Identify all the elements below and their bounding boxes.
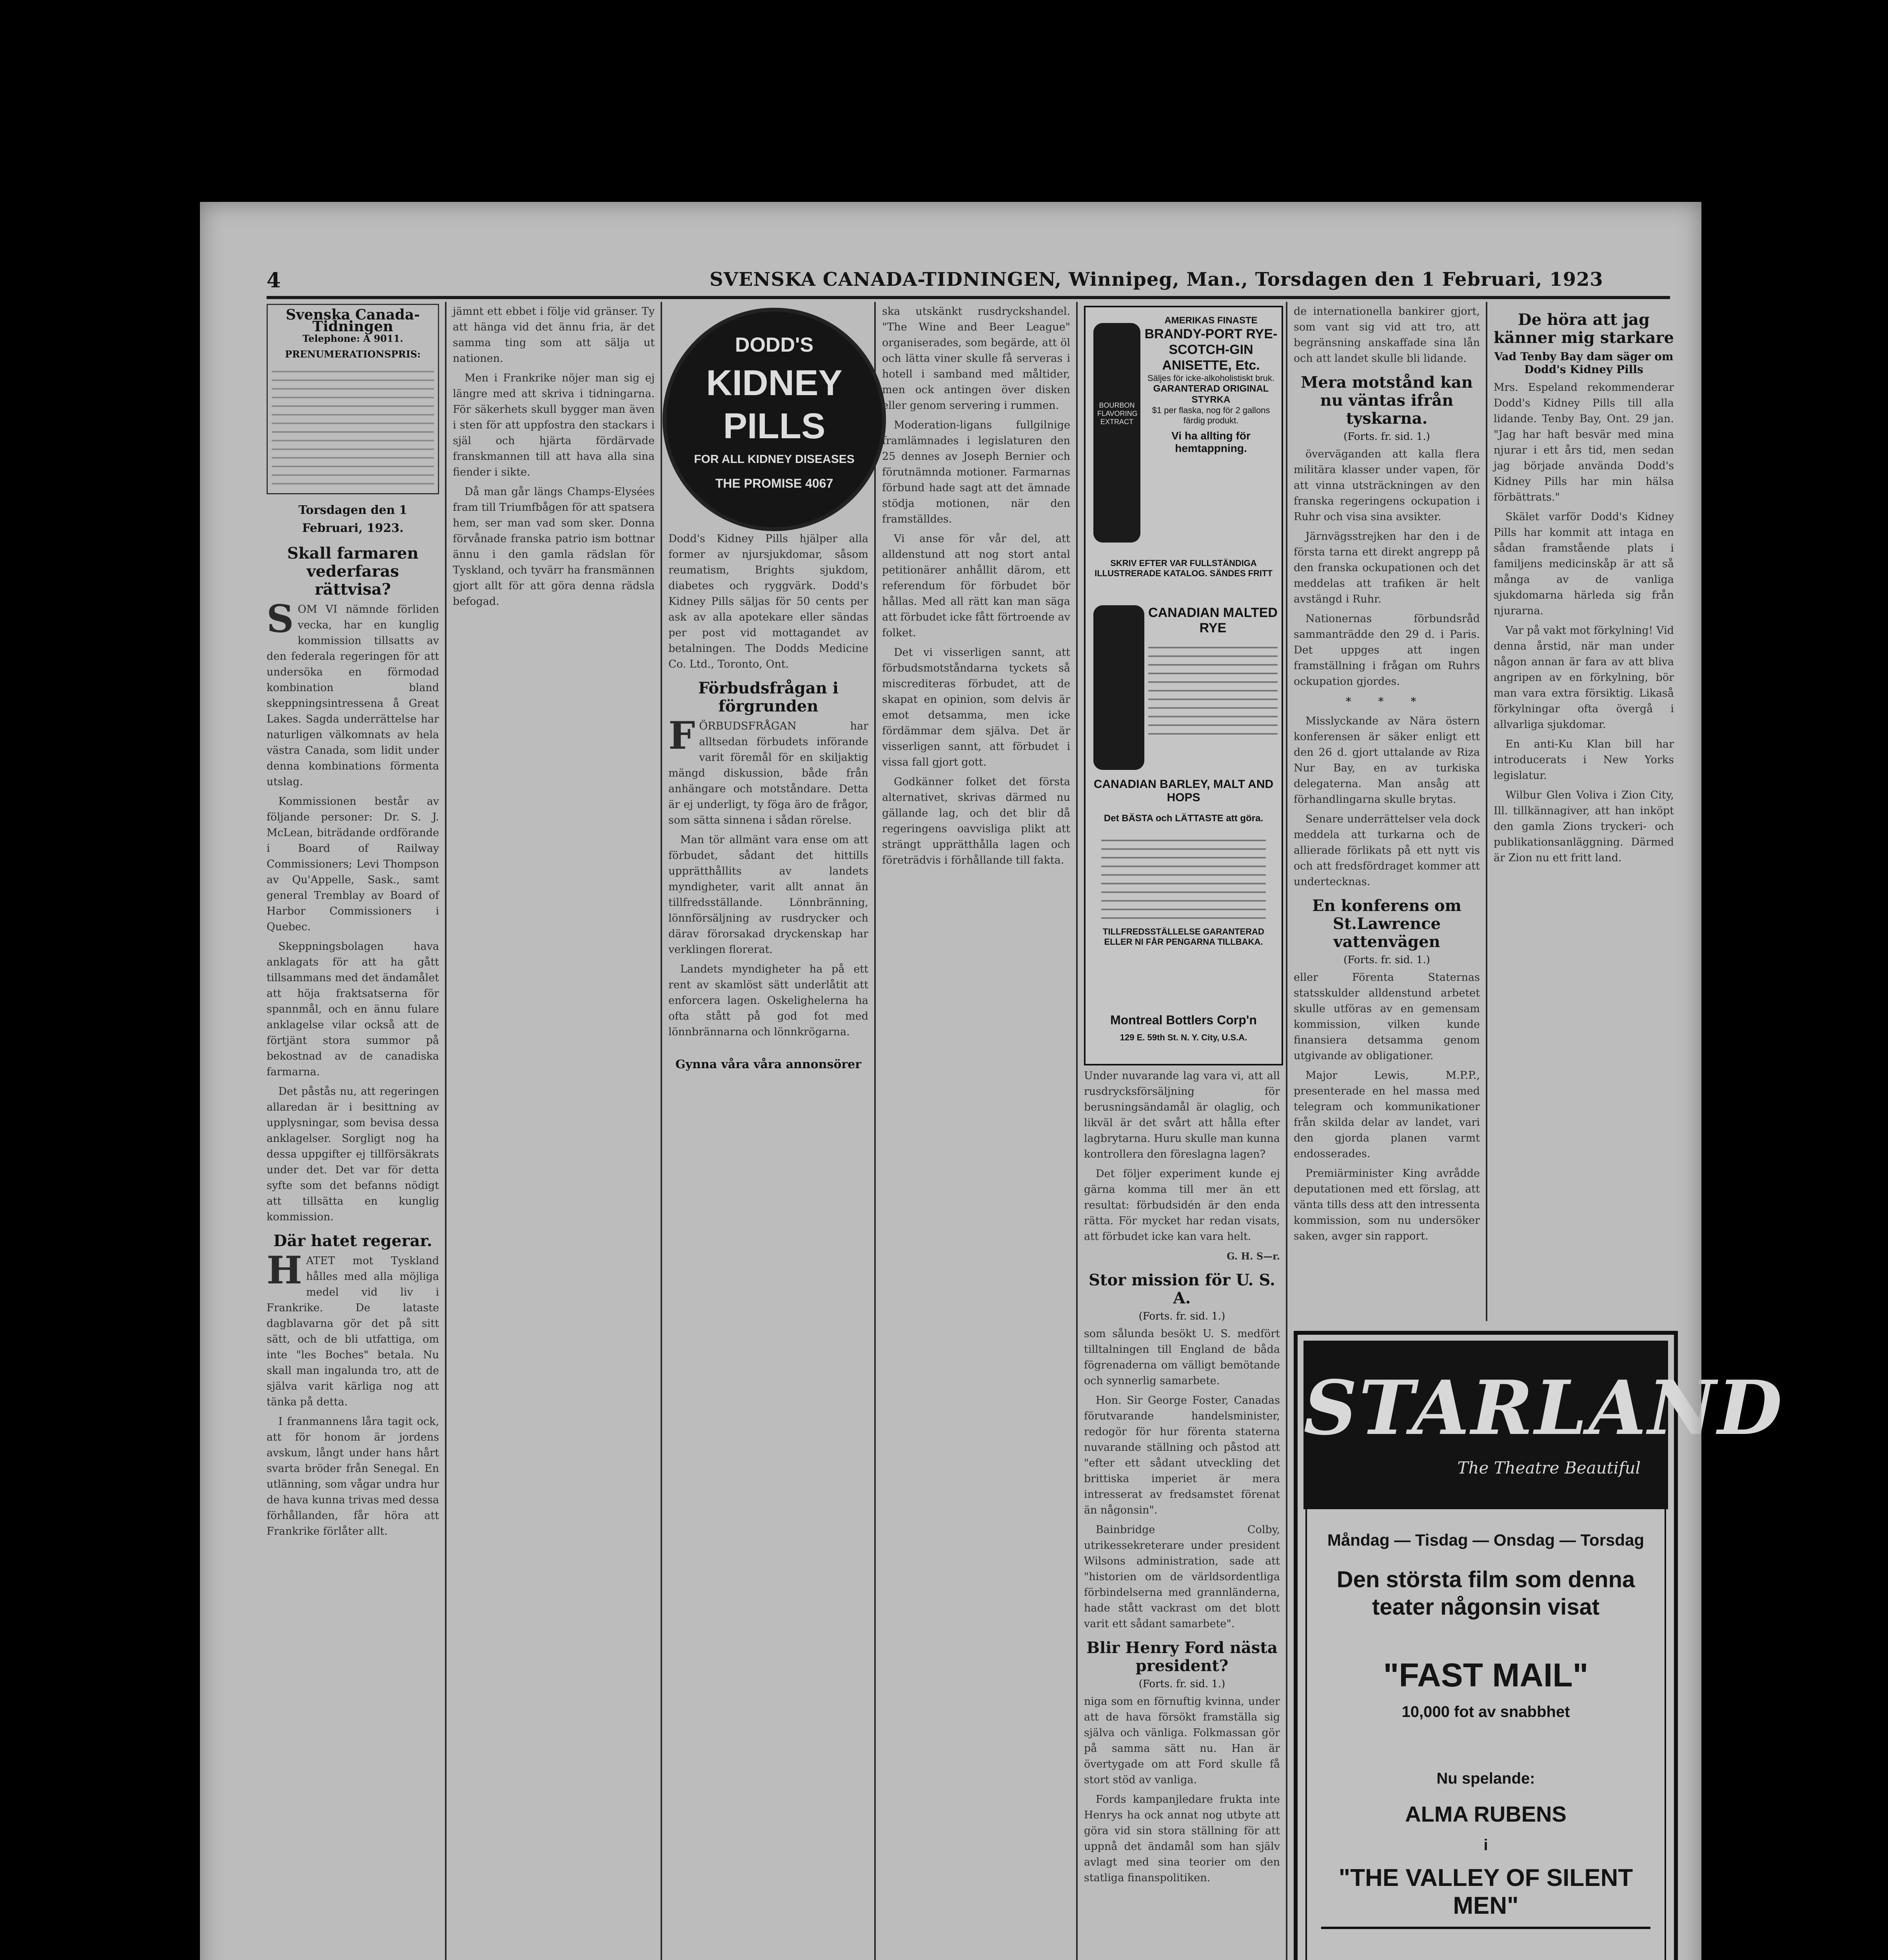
- paragraph: Skälet varför Dodd's Kidney Pills har kommit att intaga en sådan framstående plats i familjens medicinskåp är att så många av de vanliga sjukdomarna härleda sig från njurarna.: [1494, 511, 1674, 617]
- publisher-name: Svenska Canada-Tidningen: [286, 307, 420, 335]
- paragraph: Landets myndigheter ha på ett rent av skamlöst sätt underlåtit att enforcera lagen. Oskelighelerna ha ofta stått på god fot med lönnbrännarna och lönnkrögarna.: [668, 963, 868, 1038]
- paragraph: Skeppningsbolagen hava anklagats för att ha gått tillsammans med det ändamålet att höja fraktsatserna för spannmål, och en ännu fulare anklagelse vilar också att de förtjänt stora summor på bekostnad av de canadiska farmarna.: [267, 940, 439, 1078]
- column-rule: [1286, 302, 1287, 1960]
- dateline: Torsdagen den 1 Februari, 1923.: [298, 503, 407, 535]
- publisher-phone: Telephone: A 9011.: [302, 333, 403, 344]
- ad-catalog: SKRIV EFTER VAR FULLSTÄNDIGA ILLUSTRERADE KATALOG. SÄNDES FRITT: [1095, 558, 1273, 578]
- page-number: 4: [267, 269, 281, 292]
- paragraph: Vi anse för vår del, att alldenstund att nog stort antal petitionärer anhållit därom, ett referendum för förbudet bör hållas. Med all rätt kan man säga att förbudet icke fått förtroende av folket.: [882, 533, 1070, 639]
- starland-tagline: The Theatre Beautiful: [1457, 1458, 1641, 1477]
- paragraph: Det påstås nu, att regeringen allaredan är i besittning av upplysningar, som bevisa dessa anklagelser. Sorgligt nog ha dessa uppgifter ej tillförsäkrats under det. Det var för detta syfte som det befanns nödigt att tillsätta en kunglig kommission.: [267, 1085, 439, 1223]
- reparations-top: [1294, 304, 1480, 367]
- ad-canadian: CANADIAN MALTED RYE: [1148, 605, 1278, 635]
- paragraph: Var på vakt mot förkylning! Vid denna årstid, när man under någon annan är fara av att bliva angripen av en förkylning, bör man vara extra försiktig. Likaså förkylningar ofta övergå i allvarliga sjukdomar.: [1494, 624, 1674, 731]
- column-1: [267, 304, 439, 1960]
- paragraph: Då man går längs Champs-Elysées fram till Triumfbågen för att spatsera hem, ser man vad som sker. Donna förvånade franska patrio ism bottnar ännu i den gamla rädslan för Tyskland, och tyvärr ha fransmännen gjort allt för att göra denna rädsla befogad.: [453, 486, 655, 608]
- paragraph: Hon. Sir George Foster, Canadas förutvarande handelsminister, redogör för hur förenta staterna nuvarande ställning och påstod att "efter ett sådant utveckling det brittiska imperiet är mera intresserat av fredsamstet förenat än någonsin".: [1084, 1394, 1280, 1516]
- continued-note: (Forts. fr. sid. 1.): [1343, 954, 1430, 966]
- paragraph: Wilbur Glen Voliva i Zion City, Ill. tillkännagiver, att han inköpt den gamla Zions tryckeri- och publikationsanläggning. Därmed är Zion nu ett fritt land.: [1494, 789, 1674, 864]
- paragraph: ska utskänkt rusdryckshandel. "The Wine and Beer League" organiserades, som begärde, att öl och lätta viner skulle få serveras i hotell i samband med måltider, men ock antingen över disken eller genom servering i rummen.: [882, 305, 1070, 412]
- dropcap: S: [267, 597, 294, 641]
- lausanne-article: [1294, 713, 1480, 890]
- column-rule: [445, 302, 447, 1960]
- starland-logo: STARLAND: [1303, 1364, 1784, 1452]
- column-2: [453, 304, 655, 1960]
- paragraph: Premiärminister King avrådde deputationen med ett förslag, att vänta tills dess att den intressenta kommission, som nu undersöker saken, avger sin rapport.: [1294, 1167, 1480, 1242]
- section-divider: * * *: [1345, 695, 1428, 708]
- divider: [1321, 1927, 1650, 1929]
- paragraph: Men i Frankrike nöjer man sig ej längre med att skriva i tidningarna. För säkerhets skull bygger man även i sten för att uppfostra den stackars i själ och hjärta fördärvade franskmannen till att hava alla sina fiender i sikte.: [453, 372, 655, 478]
- ad-title: BRANDY-PORT RYE-SCOTCH-GIN ANISETTE, Etc.: [1144, 327, 1278, 373]
- paragraph: Fords kampanjledare frukta inte Henrys ha ock annat nog utbyte att göra vid sin stora ställning för att uppnå det ändamål som han själv avlagt med sina teorier om den statliga finanspolitiken.: [1084, 1793, 1280, 1884]
- continued-note: (Forts. fr. sid. 1.): [1138, 1678, 1225, 1690]
- us-mission-article: [1084, 1326, 1280, 1632]
- us-mission-headline: Stor mission för U. S. A.: [1089, 1271, 1275, 1307]
- ad-guarantee: TILLFREDSSTÄLLELSE GARANTERAD ELLER NI FÅR PENGARNA TILLBAKA.: [1103, 927, 1264, 947]
- kidney-pills-text: [668, 531, 868, 672]
- paragraph: Bainbridge Colby, utrikessekreterare under president Wilsons administration, sade att "historien om de världsordentliga förbindelserna med grannländerna, hade stått vackrast om det blott varit ett sådant samarbete".: [1084, 1524, 1280, 1630]
- paragraph: Godkänner folket det första alternativet, skrivas därmed nu gällande lag, och det blir då regeringens oavvisliga plikt att strängt upprätthålla lagen och företrädvis i förhållande till fakta.: [882, 776, 1070, 866]
- prohibition-continued: [882, 304, 1070, 868]
- column-6: [1294, 304, 1480, 1323]
- bottle-label: BOURBON FLAVORING EXTRACT: [1097, 401, 1138, 426]
- prohibition-article: [668, 713, 868, 1040]
- kidney-pills-ad: [663, 308, 886, 531]
- masthead-title: SVENSKA CANADA-TIDNINGEN, Winnipeg, Man., Torsdagen den 1 Februari, 1923: [710, 269, 1603, 290]
- column-3: [668, 531, 868, 1960]
- continued-note: (Forts. fr. sid. 1.): [1343, 431, 1430, 443]
- newspaper-page: [200, 202, 1784, 1960]
- ad-line: Det BÄSTA och LÄTTASTE att göra.: [1104, 813, 1264, 824]
- film-title: "FAST MAIL": [1383, 1657, 1588, 1693]
- kidney-ad-ring: FOR ALL KIDNEY DISEASES: [694, 453, 855, 466]
- publisher-box: [267, 304, 439, 494]
- st-lawrence-headline: En konferens om St.Lawrence vattenvägen: [1312, 897, 1461, 951]
- paragraph: Major Lewis, M.P.P., presenterade en hel massa med telegram och kommunikationer från skilda delar av landet, vari den gjorda planen varmt endosserades.: [1294, 1069, 1480, 1160]
- continued-note: (Forts. fr. sid. 1.): [1138, 1310, 1225, 1322]
- kidney-ad-brand: DODD'S: [735, 334, 814, 356]
- paragraph: Nationernas förbundsråd sammanträdde den 29 d. i Paris. Det uppges att ingen framställning i frågan om Ruhrs ockupation gjordes.: [1294, 613, 1480, 688]
- column-rule: [1076, 302, 1078, 1960]
- fine-print: [272, 364, 434, 489]
- paragraph: jämnt ett ebbet i följe vid gränser. Ty att hänga vid det ännu fria, är det samma ting som att sälja ut nationen.: [453, 305, 655, 365]
- paragraph: ÖRBUDSFRÅGAN har alltsedan förbudets införande varit föremål för en skiljaktig mängd diskussion, både från anhängare och motståndare. Detta är ej underligt, ty föga äro de frågor, som sätta sinnena i sådan rörelse.: [668, 720, 868, 826]
- stronger-subhead: Vad Tenby Bay dam säger om Dodd's Kidney Pills: [1494, 350, 1674, 376]
- column-rule: [661, 302, 662, 1960]
- column-4: [882, 304, 1070, 1960]
- show-days: Måndag — Tisdag — Onsdag — Torsdag: [1327, 1531, 1645, 1549]
- paragraph: OM VI nämnde förliden vecka, har en kunglig kommission tillsatts av den federala regeringen för att undersöka en förmodad kombination bland skeppningsintressena å Great Lakes. Sagda underrättelse har naturligen välkomnats av hela västra Canada, som lidit under denna kombinations förmenta utslag.: [267, 603, 439, 788]
- advertisers-footer: Gynna våra våra annonsörer: [675, 1058, 862, 1071]
- ad-kicker: AMERIKAS FINASTE: [1164, 315, 1258, 326]
- ad-canadian-2: CANADIAN BARLEY, MALT AND HOPS: [1093, 778, 1274, 804]
- canadian-ad-text: [1148, 605, 1278, 742]
- paragraph: Det följer experiment kunde ej gärna komma till mer än ett resultat: förbudsidén är den enda rätta. För mycket har redan visats, att förbudet icke kan vara helt.: [1084, 1168, 1280, 1243]
- kidney-ad-title-2: PILLS: [723, 406, 826, 446]
- paragraph: överväganden att kalla flera militära klasser under vapen, för att vinna utsträckningen av den franska regeringens ockupation i Ruhr och visa sina avsikter.: [1294, 448, 1480, 523]
- paragraph: Det vi visserligen sannt, att förbudsmotståndarna tyckets så miscrediteras förbudet, att de skapat en opinion, som delvis är emot detsamma, men icke fördämmar dem själva. Det är visserligen sannt, att förbudet i vissa fall gjort gott.: [882, 646, 1070, 768]
- fine-print: [1148, 640, 1278, 742]
- paragraph: Dodd's Kidney Pills hjälper alla former av njursjukdomar, såsom reumatism, Brights sjukdom, diabetes och ryggvärk. Dodd's Kidney Pills säljas för 50 cents per ask av alla apotekare eller sändas per post vid mottagandet av betalningen. The Dodds Medicine Co. Ltd., Toronto, Ont.: [668, 533, 868, 670]
- kidney-ad-title: KIDNEY: [706, 363, 842, 403]
- kidney-ad-bottom: THE PROMISE 4067: [715, 476, 833, 490]
- stronger-article: [1494, 380, 1674, 866]
- ad-address: 129 E. 59th St. N. Y. City, U.S.A.: [1120, 1033, 1247, 1042]
- subscription-heading: PRENUMERATIONSPRIS:: [285, 348, 421, 360]
- paragraph: Kommissionen består av följande personer: Dr. S. J. McLean, biträdande ordförande i Board of Railway Commissioners; Levi Thompson av Qu'Appelle, Sask., samt general Tremblay av Board of Harbor Commissioners i Quebec.: [267, 795, 439, 933]
- star-name: ALMA RUBENS: [1405, 1802, 1567, 1826]
- signature: G. H. S—r.: [1227, 1250, 1280, 1262]
- liquor-flavoring-ad: [1084, 306, 1283, 1065]
- resistance-article: [1294, 446, 1480, 690]
- stronger-headline: De höra att jag känner mig starkare: [1494, 310, 1674, 347]
- hatred-continued: [453, 304, 655, 610]
- resistance-headline: Mera motstånd kan nu väntas ifrån tyskarna.: [1301, 373, 1473, 428]
- film-title-2: "THE VALLEY OF SILENT MEN": [1338, 1864, 1633, 1919]
- ford-headline: Blir Henry Ford nästa president?: [1086, 1639, 1278, 1675]
- ad-line: GARANTERAD ORIGINAL STYRKA: [1153, 383, 1269, 405]
- masthead: [267, 269, 1670, 299]
- paragraph: Mrs. Espeland rekommenderar Dodd's Kidney Pills till alla lidande. Tenby Bay, Ont. 29 jan. "Jag har haft besvär med mina njurar i ett års tid, men sedan jag började använda Dodd's Kidney Pills har min hälsa förbättrats.": [1494, 381, 1674, 503]
- starland-theatre-ad: [1294, 1331, 1784, 1960]
- ad-line: $1 per flaska, nog för 2 gallons färdig produkt.: [1152, 405, 1270, 425]
- bottle-image: [1093, 323, 1140, 543]
- column-7: [1494, 304, 1674, 1323]
- paragraph: som sålunda besökt U. S. medfört tilltalningen till England de båda fögrenaderna om välligt bemötande och synnerlig samarbete.: [1084, 1328, 1280, 1387]
- paragraph: Moderation-ligans fullgilnige framlämnades i legislaturen den 25 dennes av Joseph Bernier och förutnämnda motioner. Farmarnas förbund hade sagt att det ämnade stödja motionen, när den framställdes.: [882, 419, 1070, 525]
- paragraph: I franmannens låra tagit ock, att för honom är jordens avskum, långt under hans hårt svarta bröder från Senegal. En utlänning, som vågar undra hur de hava kunna trivas med dessa förhållanden, får höra att Frankrike förlåter allt.: [267, 1416, 439, 1537]
- paragraph: Senare underrättelser vela dock meddela att turkarna och de allierade förlikats på ett nytt vis och att fredsfördraget kommer att undertecknas.: [1294, 813, 1480, 888]
- ad-cta: Vi ha allting för hemtappning.: [1171, 430, 1251, 454]
- ford-article: [1084, 1694, 1280, 1886]
- ad-line: Säljes för icke-alkoholistiskt bruk.: [1147, 373, 1274, 383]
- ad-company: Montreal Bottlers Corp'n: [1110, 1013, 1257, 1027]
- paragraph: de internationella bankirer gjort, som vant sig vid att tro, att begränsning anskaffade sina lån och att landet skulle bli lidande.: [1294, 305, 1480, 365]
- hatred-article: [267, 1248, 439, 1539]
- column-rule: [1486, 302, 1487, 1321]
- hatred-headline: Där hatet regerar.: [273, 1232, 432, 1250]
- paragraph: ATET mot Tyskland hålles med alla möjliga medel vid liv i Frankrike. De lataste dagblavarna gör det på sitt sätt, och de bli utfattiga, om inte "les Boches" betala. Nu skall man ingalunda tro, att de själva varit kärliga nog att tänka på detta.: [267, 1255, 439, 1408]
- paragraph: niga som en förnuftig kvinna, under att de hava försökt framställa sig själva och vänliga. Folkmassan gör på samma sätt nu. Han är övertygade om att Ford skulle få stort stöd av vanliga.: [1084, 1695, 1280, 1786]
- farmers-article: [267, 597, 439, 1225]
- st-lawrence-article: [1294, 970, 1480, 1244]
- column-rule: [874, 302, 876, 1960]
- dropcap: F: [668, 713, 695, 758]
- liquor-ad-text: [1144, 315, 1278, 455]
- bottle-image: [1093, 605, 1144, 770]
- film-length: 10,000 fot av snabbhet: [1401, 1703, 1570, 1720]
- now-playing-label: Nu spelande:: [1436, 1770, 1535, 1787]
- paragraph: Järnvägsstrejken har den i de första tarna ett direkt angrepp på den franska ockupationen och det meddelas att trafiken är helt avstängd i Ruhr.: [1294, 530, 1480, 605]
- separator: i: [1483, 1837, 1488, 1854]
- starland-banner: [1303, 1341, 1784, 1509]
- paragraph: Man tör allmänt vara ense om att förbudet, sådant det hittills upprätthållits av landets myndigheter, varit allt annat än tillfredsställande. Lönnbränning, lönnförsäljning av rusdrycker och därav förorsakad dryckenskap har verklingen florerat.: [668, 834, 868, 956]
- farmers-headline: Skall farmaren vederfaras rättvisa?: [287, 544, 419, 599]
- paragraph: En anti-Ku Klan bill har introducerats i New Yorks legislatur.: [1494, 738, 1674, 782]
- ad-headline: Den största film som denna teater någonsin visat: [1336, 1567, 1635, 1620]
- dropcap: H: [267, 1248, 302, 1292]
- liquor-discussion: [1084, 1068, 1280, 1264]
- column-5: [1084, 1068, 1280, 1960]
- paragraph: Under nuvarande lag vara vi, att all rusdrycksförsäljning för berusningsändamål är olaglig, och likväl är det svårt att hålla efter lagbrytarna. Huru skulle man kunna kontrollera den föreslagna lagen?: [1084, 1070, 1280, 1160]
- fine-print: [1101, 833, 1266, 919]
- paragraph: Misslyckande av Nära östern konferensen är säker enligt ett den 26 d. gjort uttalande av Riza Nur Bay, en av turkiska delegaterna. Man ansåg att förhandlingarna skulle brytas.: [1294, 715, 1480, 806]
- paragraph: eller Förenta Staternas statsskulder alldenstund arbetet skulle utföras av en gemensam kommission, vilken kunde finansiera detsamma genom utgivande av obligationer.: [1294, 971, 1480, 1062]
- prohibition-headline: Förbudsfrågan i förgrunden: [698, 679, 839, 715]
